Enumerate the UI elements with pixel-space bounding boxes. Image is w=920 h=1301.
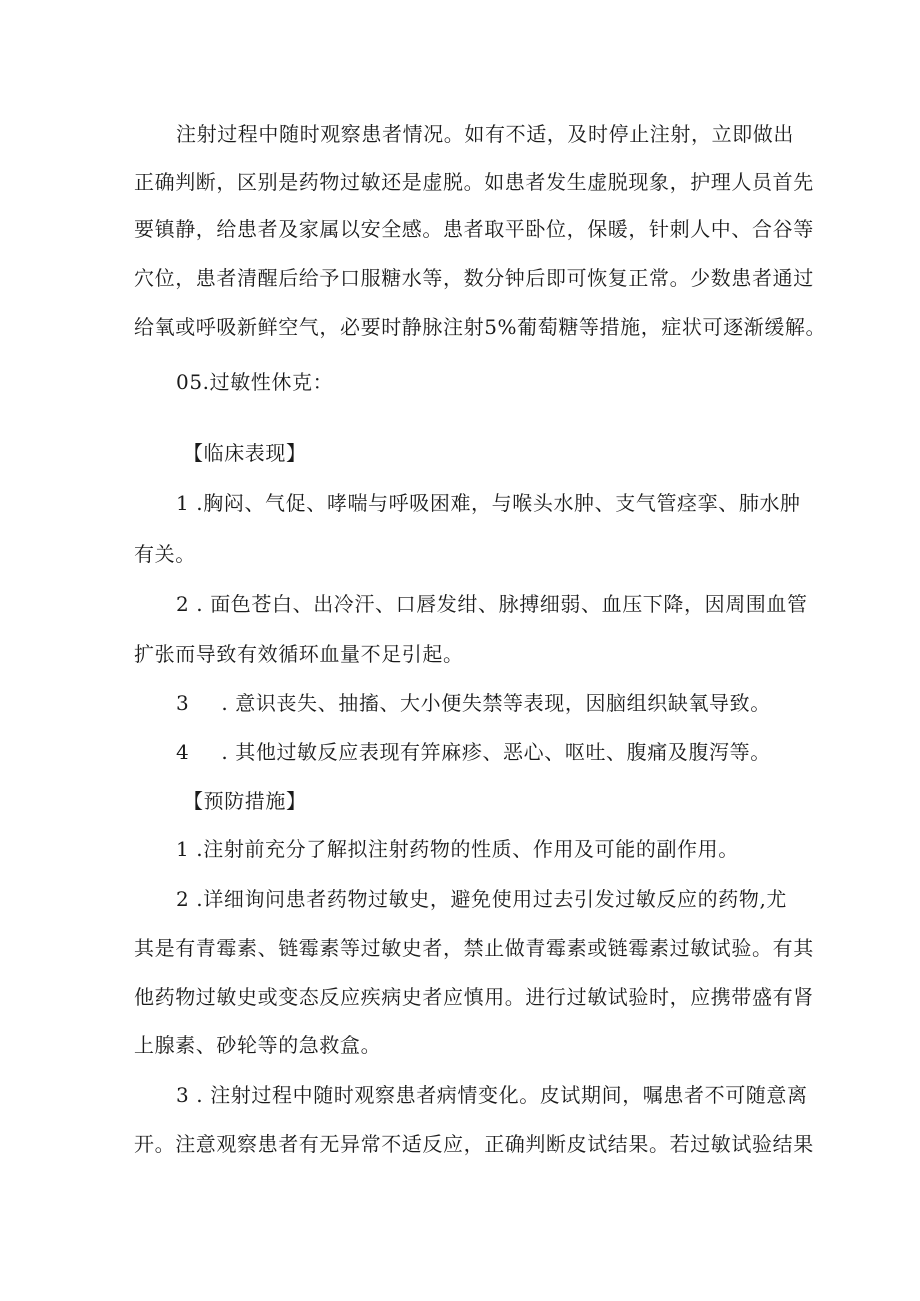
clinical-item-1-continuation: 有关。 [134,542,196,566]
prevention-item-2-line-3: 他药物过敏史或变态反应疾病史者应慎用。进行过敏试验时，应携带盛有肾 [134,985,814,1009]
paragraph-1-line-5: 给氧或呼吸新鲜空气，必要时静脉注射5%葡萄糖等措施，症状可逐渐缓解。 [134,315,827,339]
prevention-item-3-text: . 注射过程中随时观察患者病情变化。皮试期间，嘱患者不可随意离 [196,1083,808,1107]
clinical-item-3-text: . 意识丧失、抽搐、大小便失禁等表现，因脑组织缺氧导致。 [221,691,771,715]
prevention-item-2-text: .详细询问患者药物过敏史，避免使用过去引发过敏反应的药物,尤 [196,887,788,911]
clinical-item-4-text: . 其他过敏反应表现有笄麻疹、恶心、呕吐、腹痛及腹泻等。 [221,740,771,764]
clinical-heading: 【临床表现】 [183,441,307,465]
prevention-item-2-line-2: 其是有青霉素、链霉素等过敏史者，禁止做青霉素或链霉素过敏试验。有其 [134,936,814,960]
clinical-item-1-number: 1 [176,491,190,515]
section-heading: 05.过敏性休克： [176,370,334,394]
prevention-item-2-line-4: 上腺素、砂轮等的急救盒。 [134,1033,382,1057]
prevention-item-1-number: 1 [176,837,190,861]
prevention-item-3-number: 3 [176,1083,190,1107]
prevention-item-3 [176,1082,808,1108]
prevention-item-1-text: .注射前充分了解拟注射药物的性质、作用及可能的副作用。 [196,837,739,861]
prevention-item-3-line-2: 开。注意观察患者有无异常不适反应，正确判断皮试结果。若过敏试验结果 [134,1132,814,1156]
clinical-item-2-number: 2 [176,592,190,616]
clinical-item-3-number: 3 [176,691,190,715]
paragraph-1-line-3: 要镇静，给患者及家属以安全感。患者取平卧位，保暖，针刺人中、合谷等 [134,217,814,241]
clinical-item-4 [176,739,771,765]
clinical-item-3 [176,690,771,716]
prevention-item-2 [176,886,787,912]
paragraph-1-line-2: 正确判断，区别是药物过敏还是虚脱。如患者发生虚脱现象，护理人员首先 [134,170,814,194]
clinical-item-2-text: . 面色苍白、出冷汗、口唇发绀、脉搏细弱、血压下降，因周围血管 [196,592,808,616]
clinical-item-1 [176,490,801,516]
clinical-item-2 [176,591,808,617]
clinical-item-4-number: 4 [176,740,190,764]
prevention-item-1 [176,836,739,862]
prevention-heading: 【预防措施】 [183,789,307,813]
prevention-item-2-number: 2 [176,887,190,911]
paragraph-1-line-4: 穴位，患者清醒后给予口服糖水等，数分钟后即可恢复正常。少数患者通过 [134,266,814,290]
clinical-item-2-continuation: 扩张而导致有效循环血量不足引起。 [134,642,464,666]
paragraph-1-line-1: 注射过程中随时观察患者情况。如有不适，及时停止注射，立即做出 [176,122,794,146]
clinical-item-1-text: .胸闷、气促、哮喘与呼吸困难，与喉头水肿、支气管痉挛、肺水肿 [196,491,801,515]
